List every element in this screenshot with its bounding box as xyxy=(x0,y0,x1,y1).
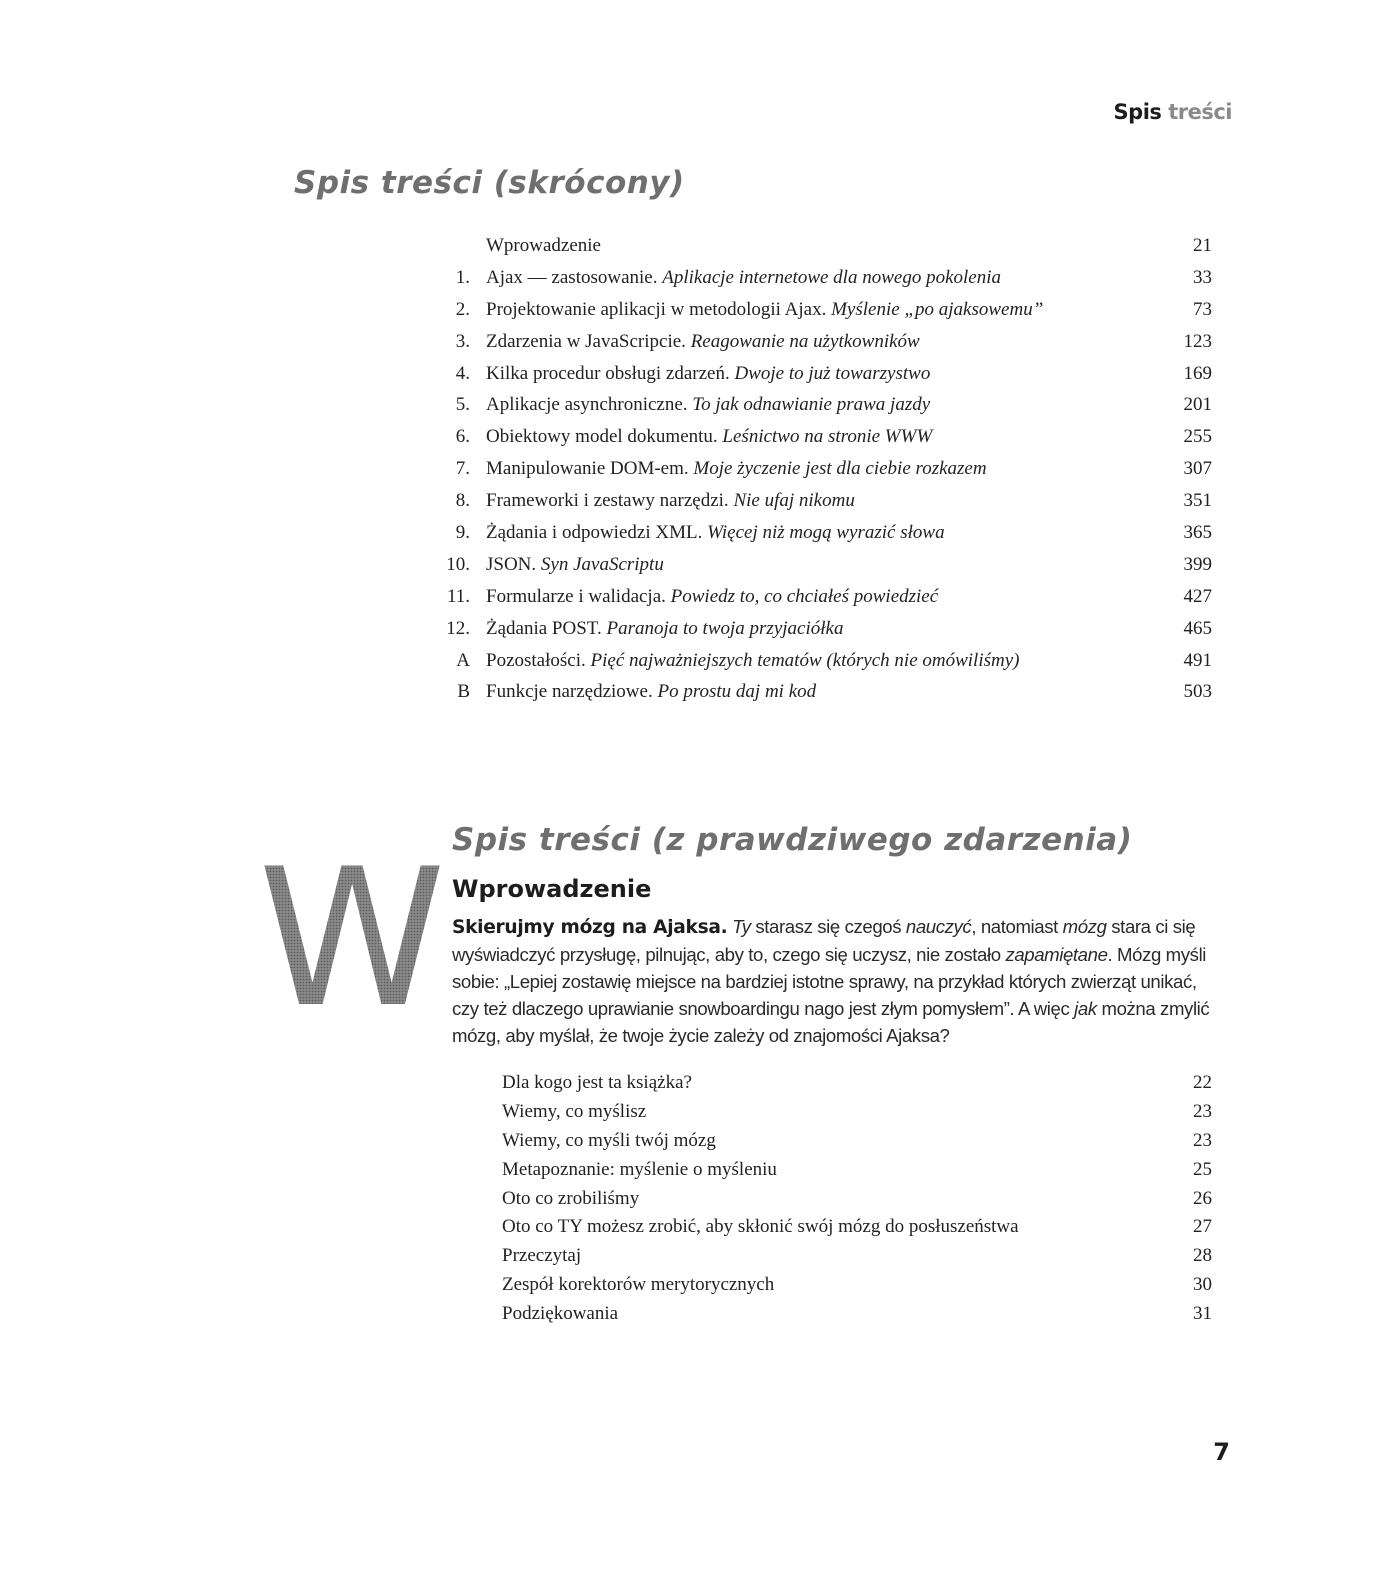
intro-toc-entry xyxy=(502,1098,1212,1127)
toc-entry-chapter: Żądania i odpowiedzi XML. xyxy=(486,522,703,544)
toc-entry-number: 8. xyxy=(455,490,470,512)
toc-entry-page: 365 xyxy=(1183,522,1212,544)
toc-entry-title xyxy=(486,517,1152,549)
toc-entry-chapter: Pozostałości. xyxy=(486,649,586,671)
toc-entry xyxy=(440,389,1212,421)
toc-entry-page: 465 xyxy=(1183,617,1212,639)
toc-entry-chapter: Aplikacje asynchroniczne. xyxy=(486,394,688,416)
toc-entry-chapter: JSON. xyxy=(486,553,537,575)
intro-toc-entry-page: 27 xyxy=(1193,1216,1212,1238)
full-toc-title: Spis treści (z prawdziwego zdarzenia) xyxy=(452,822,1133,858)
toc-entry-chapter: Kilka procedur obsługi zdarzeń. xyxy=(486,362,730,384)
intro-toc-list xyxy=(502,1069,1212,1329)
toc-entry xyxy=(440,421,1212,453)
toc-entry-title xyxy=(486,581,1152,613)
toc-entry-subtitle: Leśnictwo na stronie WWW xyxy=(722,426,933,448)
toc-entry-chapter: Żądania POST. xyxy=(486,617,602,639)
toc-entry-page: 399 xyxy=(1183,553,1212,575)
toc-entry-title xyxy=(486,358,1152,390)
toc-entry-number: 4. xyxy=(455,362,470,384)
intro-text: , natomiast xyxy=(971,916,1063,937)
toc-entry xyxy=(440,326,1212,358)
toc-entry-number: 7. xyxy=(455,458,470,480)
toc-entry-subtitle: To jak odnawianie prawa jazdy xyxy=(692,394,931,416)
toc-entry-title xyxy=(486,421,1152,453)
toc-entry-page: 491 xyxy=(1183,649,1212,671)
intro-toc-entry xyxy=(502,1069,1212,1098)
intro-toc-entry-page: 26 xyxy=(1193,1187,1212,1209)
intro-toc-entry xyxy=(502,1185,1212,1214)
section-heading: Wprowadzenie xyxy=(452,875,652,903)
toc-entry-subtitle: Więcej niż mogą wyrazić słowa xyxy=(707,522,945,544)
toc-entry-number: 6. xyxy=(455,426,470,448)
intro-toc-entry-page: 31 xyxy=(1193,1303,1212,1325)
toc-entry-title xyxy=(486,389,1152,421)
toc-entry-title xyxy=(486,230,1152,262)
intro-lead: Skierujmy mózg na Ajaksa. xyxy=(452,917,728,938)
intro-toc-entry-page: 23 xyxy=(1193,1129,1212,1151)
toc-entry-number: 5. xyxy=(455,394,470,416)
toc-entry-page: 33 xyxy=(1193,266,1212,288)
intro-emphasis: nauczyć xyxy=(905,916,972,937)
toc-entry-chapter: Zdarzenia w JavaScripcie. xyxy=(486,330,686,352)
intro-paragraph xyxy=(452,913,1212,1049)
intro-toc-entry-title: Zespół korektorów merytorycznych xyxy=(502,1274,775,1296)
toc-entry xyxy=(440,676,1212,708)
intro-emphasis: zapamiętane xyxy=(1005,944,1108,965)
short-toc-title: Spis treści (skrócony) xyxy=(294,165,685,201)
toc-entry xyxy=(440,645,1212,677)
intro-text: . Mózg myśli sobie: „Lepiej zostawię miejsce na bardziej istotne sprawy, na przykład których zwierząt unikać, czy też dlaczego uprawianie snowboardingu nago jest złym pomysłem”. A więc xyxy=(452,944,1207,1019)
intro-toc-entry xyxy=(502,1242,1212,1271)
intro-toc-entry-title: Przeczytaj xyxy=(502,1245,582,1267)
toc-entry-chapter: Obiektowy model dokumentu. xyxy=(486,426,718,448)
drop-cap-w xyxy=(258,828,446,1049)
toc-entry-title xyxy=(486,549,1152,581)
toc-entry xyxy=(440,549,1212,581)
intro-toc-entry-title: Wiemy, co myśli twój mózg xyxy=(502,1129,716,1151)
toc-entry-subtitle: Moje życzenie jest dla ciebie rozkazem xyxy=(693,458,987,480)
toc-entry-subtitle: Reagowanie na użytkowników xyxy=(690,330,920,352)
toc-entry-title xyxy=(486,676,1152,708)
running-head xyxy=(1114,100,1232,124)
toc-entry xyxy=(440,262,1212,294)
intro-toc-entry-page: 25 xyxy=(1193,1158,1212,1180)
toc-entry-page: 255 xyxy=(1183,426,1212,448)
intro-toc-entry-title: Podziękowania xyxy=(502,1303,619,1325)
toc-entry-number: A xyxy=(456,649,470,671)
toc-entry xyxy=(440,485,1212,517)
toc-entry-subtitle: Paranoja to twoja przyjaciółka xyxy=(606,617,844,639)
intro-toc-entry-page: 28 xyxy=(1193,1245,1212,1267)
toc-entry-page: 123 xyxy=(1183,330,1212,352)
intro-toc-entry xyxy=(502,1271,1212,1300)
toc-entry-number: 10. xyxy=(446,553,470,575)
toc-entry-subtitle: Aplikacje internetowe dla nowego pokolenia xyxy=(662,266,1001,288)
toc-entry-title xyxy=(486,294,1152,326)
toc-entry-subtitle: Nie ufaj nikomu xyxy=(733,490,855,512)
toc-entry xyxy=(440,581,1212,613)
intro-toc-entry xyxy=(502,1127,1212,1156)
toc-entry-chapter: Frameworki i zestawy narzędzi. xyxy=(486,490,729,512)
intro-toc-entry xyxy=(502,1213,1212,1242)
intro-text: stara ci się wyświadczyć przysługę, pilnując, aby to, czego się uczysz, nie zostało xyxy=(452,916,1196,965)
toc-entry-subtitle: Powiedz to, co chciałeś powiedzieć xyxy=(670,585,939,607)
toc-entry-page: 307 xyxy=(1183,458,1212,480)
intro-toc-entry xyxy=(502,1156,1212,1185)
toc-entry-subtitle: Myślenie „po ajaksowemu” xyxy=(831,298,1044,320)
toc-entry-number: 2. xyxy=(455,298,470,320)
intro-toc-entry-title: Dla kogo jest ta książka? xyxy=(502,1072,692,1093)
toc-entry-chapter: Formularze i walidacja. xyxy=(486,585,666,607)
toc-entry xyxy=(440,358,1212,390)
toc-entry-number: B xyxy=(457,681,470,703)
intro-toc-entry-title: Oto co zrobiliśmy xyxy=(502,1187,640,1209)
intro-toc-entry xyxy=(502,1300,1212,1329)
toc-entry-page: 351 xyxy=(1183,490,1212,512)
toc-entry-page: 427 xyxy=(1183,585,1212,607)
toc-entry-page: 503 xyxy=(1183,681,1212,703)
toc-entry xyxy=(440,613,1212,645)
running-head-part2: treści xyxy=(1168,100,1232,124)
toc-entry-chapter: Funkcje narzędziowe. xyxy=(486,681,653,703)
intro-text: starasz się czegoś xyxy=(750,916,906,937)
toc-entry-title xyxy=(486,613,1152,645)
toc-entry-title xyxy=(486,485,1152,517)
toc-entry-chapter: Manipulowanie DOM-em. xyxy=(486,458,689,480)
drop-cap-letter: W xyxy=(258,828,446,1049)
toc-entry-number: 12. xyxy=(446,617,470,639)
toc-entry-page: 21 xyxy=(1193,235,1212,256)
toc-entry-number: 3. xyxy=(455,330,470,352)
toc-entry-title xyxy=(486,262,1152,294)
toc-entry-chapter: Ajax — zastosowanie. xyxy=(486,266,658,288)
toc-entry-subtitle: Syn JavaScriptu xyxy=(540,553,664,575)
intro-toc-entry-title: Wiemy, co myślisz xyxy=(502,1100,647,1122)
toc-entry-page: 201 xyxy=(1183,394,1212,416)
intro-emphasis: jak xyxy=(1074,998,1097,1019)
toc-entry-chapter: Projektowanie aplikacji w metodologii Ajax. xyxy=(486,298,827,320)
short-toc-list xyxy=(440,230,1212,708)
toc-entry-subtitle: Dwoje to już towarzystwo xyxy=(734,362,931,384)
toc-entry-page: 73 xyxy=(1193,298,1212,320)
toc-entry-title xyxy=(486,645,1152,677)
toc-entry xyxy=(440,230,1212,262)
page-number: 7 xyxy=(1213,1438,1230,1466)
toc-entry-number: 9. xyxy=(455,522,470,544)
toc-entry-number: 1. xyxy=(455,266,470,288)
toc-entry-title xyxy=(486,326,1152,358)
toc-entry-title xyxy=(486,453,1152,485)
intro-emphasis: Ty xyxy=(732,916,751,937)
intro-text: można zmylić mózg, aby myślał, że twoje życie zależy od znajomości Ajaksa? xyxy=(452,998,1210,1046)
toc-entry xyxy=(440,517,1212,549)
toc-entry-page: 169 xyxy=(1183,362,1212,384)
toc-entry-number: 11. xyxy=(446,585,470,607)
toc-entry-chapter: Wprowadzenie xyxy=(486,235,601,256)
toc-entry xyxy=(440,294,1212,326)
toc-entry-subtitle: Pięć najważniejszych tematów (których nie omówiliśmy) xyxy=(590,649,1020,671)
intro-toc-entry-title: Oto co TY możesz zrobić, aby skłonić swój mózg do posłuszeństwa xyxy=(502,1216,1019,1238)
intro-toc-entry-page: 23 xyxy=(1193,1100,1212,1122)
intro-toc-entry-title: Metapoznanie: myślenie o myśleniu xyxy=(502,1158,777,1180)
intro-toc-entry-page: 30 xyxy=(1193,1274,1212,1296)
toc-entry-subtitle: Po prostu daj mi kod xyxy=(657,681,817,703)
running-head-part1: Spis xyxy=(1113,100,1162,124)
intro-toc-entry-page: 22 xyxy=(1193,1072,1212,1093)
toc-entry xyxy=(440,453,1212,485)
intro-emphasis: mózg xyxy=(1062,916,1107,937)
